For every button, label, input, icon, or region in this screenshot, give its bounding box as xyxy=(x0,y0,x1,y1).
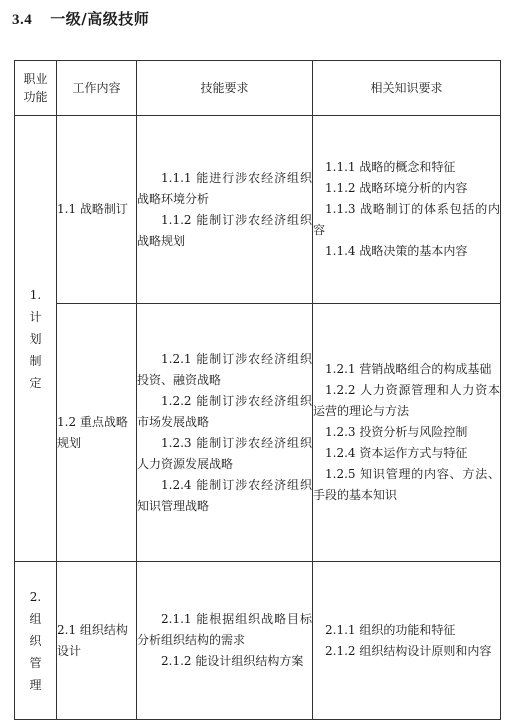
skill-item: 1.2.3 能制订涉农经济组织人力资源发展战略 xyxy=(137,435,312,471)
knowledge-item: 1.2.3 投资分析与风险控制 xyxy=(325,425,468,439)
work-content-cell: 2.1 组织结构设计 xyxy=(57,562,137,720)
skill-item: 2.1.1 能根据组织战略目标分析组织结构的需求 xyxy=(137,612,312,647)
knowledge-item: 1.1.1 战略的概念和特征 xyxy=(325,160,456,174)
section-number: 3.4 xyxy=(12,12,33,28)
table-row xyxy=(15,562,501,720)
header-skill-requirements: 技能要求 xyxy=(137,61,313,116)
knowledge-item: 1.1.4 战略决策的基本内容 xyxy=(325,244,468,258)
skill-cell xyxy=(137,116,313,304)
skill-item: 2.1.2 能设计组织结构方案 xyxy=(161,654,304,668)
knowledge-item: 1.1.2 战略环境分析的内容 xyxy=(325,181,468,195)
knowledge-item: 2.1.1 组织的功能和特征 xyxy=(325,622,456,637)
table-header-row xyxy=(15,61,501,116)
skill-item: 1.2.4 能制订涉农经济组织知识管理战略 xyxy=(137,477,312,513)
knowledge-item: 1.2.5 知识管理的内容、方法、手段的基本知识 xyxy=(313,467,500,502)
skill-item: 1.1.1 能进行涉农经济组织战略环境分析 xyxy=(137,170,312,206)
knowledge-item: 2.1.2 组织结构设计原则和内容 xyxy=(325,643,492,658)
skill-requirements-table xyxy=(14,60,501,720)
section-heading xyxy=(12,8,149,29)
knowledge-item: 1.2.4 资本运作方式与特征 xyxy=(325,446,468,460)
work-content-cell: 1.1 战略制订 xyxy=(57,116,137,304)
header-knowledge-requirements: 相关知识要求 xyxy=(313,61,501,116)
knowledge-item: 1.2.1 营销战略组合的构成基础 xyxy=(325,362,492,376)
skill-cell xyxy=(137,304,313,562)
table-row xyxy=(15,116,501,304)
knowledge-cell xyxy=(313,562,501,720)
skill-cell xyxy=(137,562,313,720)
knowledge-item: 1.2.2 人力资源管理和人力资本运营的理论与方法 xyxy=(313,383,500,418)
header-work-content: 工作内容 xyxy=(57,61,137,116)
knowledge-item: 1.1.3 战略制订的体系包括的内容 xyxy=(313,202,500,237)
header-function: 职业功能 xyxy=(15,61,57,116)
function-cell-organization: 2. 组 织 管 理 xyxy=(15,562,57,720)
table-row xyxy=(15,304,501,562)
skill-item: 1.2.2 能制订涉农经济组织市场发展战略 xyxy=(137,393,312,429)
function-cell-planning: 1. 计 划 制 定 xyxy=(15,116,57,562)
skill-item: 1.1.2 能制订涉农经济组织战略规划 xyxy=(137,212,312,248)
work-content-cell: 1.2 重点战略规划 xyxy=(57,304,137,562)
section-title: 一级/高级技师 xyxy=(50,10,150,28)
knowledge-cell xyxy=(313,116,501,304)
knowledge-cell xyxy=(313,304,501,562)
skill-item: 1.2.1 能制订涉农经济组织投资、融资战略 xyxy=(137,351,312,387)
